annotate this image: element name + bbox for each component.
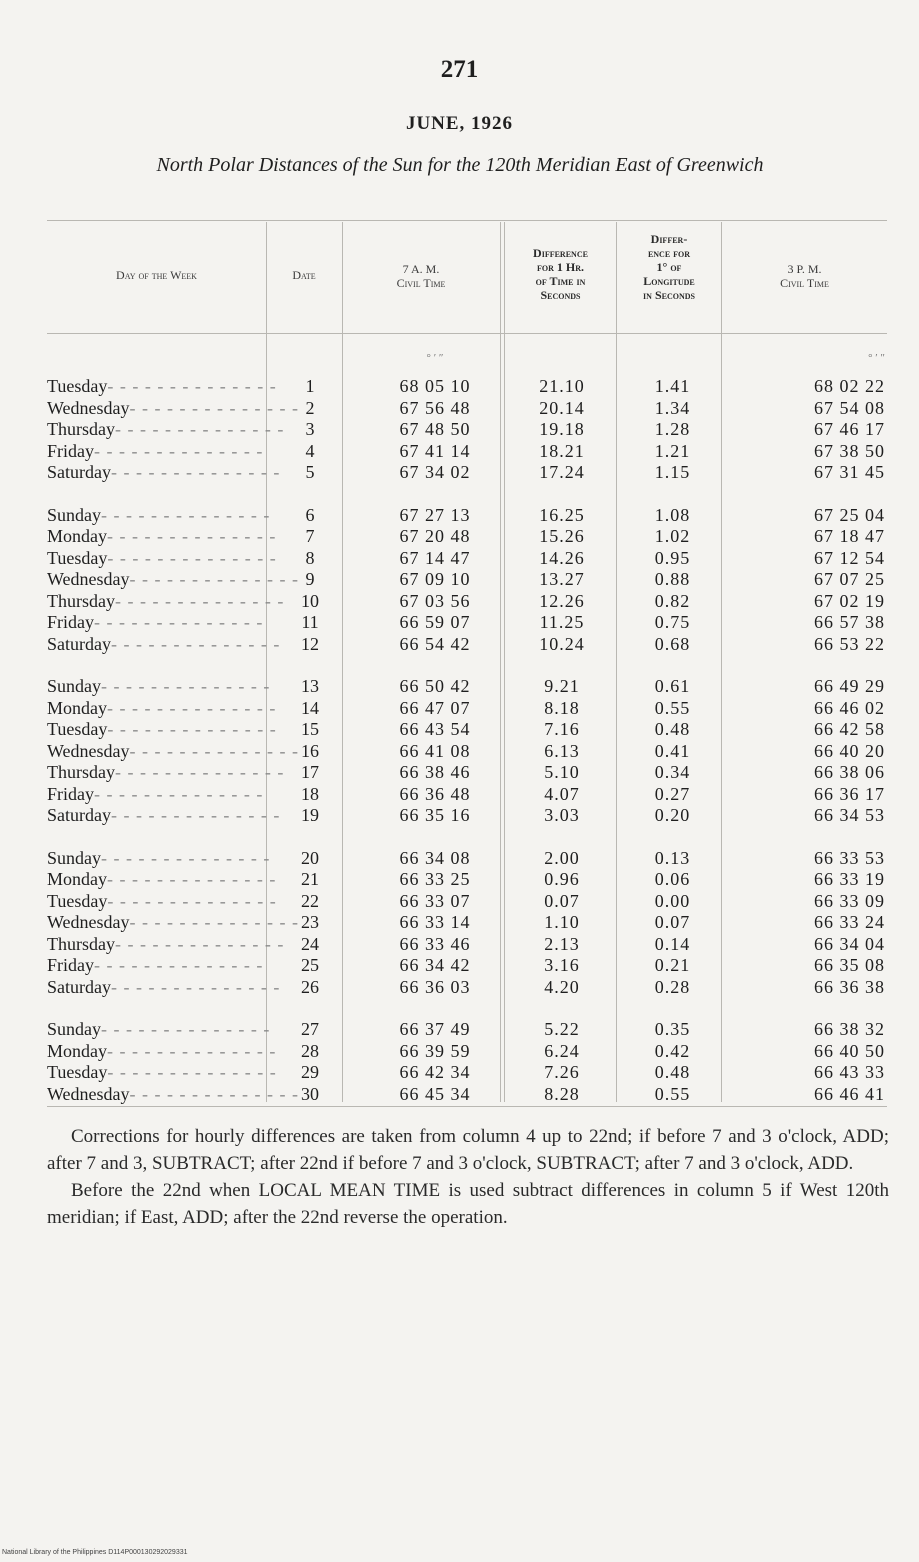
table-subtitle: North Polar Distances of the Sun for the 120th Meridian East of Greenwich bbox=[156, 154, 764, 176]
cell-day: Saturday- - - - - - - - - - - - - - bbox=[47, 805, 281, 825]
cell-diff-longitude: 0.82 bbox=[654, 590, 691, 611]
cell-3pm: 66 35 08 bbox=[814, 955, 885, 975]
cell-diff-hour: 1.10 bbox=[544, 912, 580, 932]
cell-7am: 66 54 42 bbox=[399, 633, 471, 654]
cell-date: 26 bbox=[301, 976, 319, 997]
header-date: Date bbox=[292, 268, 316, 282]
cell-diff-hour: 8.18 bbox=[544, 697, 580, 718]
cell-diff-longitude: 0.48 bbox=[654, 1062, 691, 1082]
cell-day: Sunday- - - - - - - - - - - - - - bbox=[47, 847, 271, 868]
cell-day: Wednesday- - - - - - - - - - - - - - bbox=[47, 1083, 299, 1104]
cell-3pm: 66 42 58 bbox=[814, 719, 885, 739]
cell-7am: 66 36 48 bbox=[399, 783, 471, 804]
table-row bbox=[0, 569, 919, 590]
cell-day: Tuesday- - - - - - - - - - - - - - bbox=[47, 547, 277, 568]
cell-7am: 66 33 46 bbox=[399, 933, 471, 954]
table-row bbox=[0, 1084, 919, 1105]
cell-3pm: 66 49 29 bbox=[814, 676, 885, 696]
cell-day: Sunday- - - - - - - - - - - - - - bbox=[47, 676, 271, 696]
cell-3pm: 67 07 25 bbox=[814, 569, 885, 589]
cell-3pm: 66 33 24 bbox=[814, 912, 885, 932]
cell-diff-longitude: 0.55 bbox=[654, 697, 691, 718]
header-diff-longitude: Differ- ence for 1° of Longitude in Seconds bbox=[643, 232, 695, 302]
cell-7am: 66 43 54 bbox=[399, 719, 471, 739]
table-row bbox=[0, 698, 919, 719]
cell-3pm: 66 40 20 bbox=[814, 740, 885, 761]
cell-diff-longitude: 0.61 bbox=[654, 676, 691, 696]
cell-diff-hour: 9.21 bbox=[544, 676, 580, 696]
cell-diff-hour: 17.24 bbox=[539, 462, 585, 482]
cell-3pm: 66 43 33 bbox=[814, 1062, 885, 1082]
cell-7am: 66 50 42 bbox=[399, 676, 471, 696]
cell-day: Monday- - - - - - - - - - - - - - bbox=[47, 526, 277, 546]
cell-diff-hour: 7.16 bbox=[544, 719, 580, 739]
cell-day: Wednesday- - - - - - - - - - - - - - bbox=[47, 569, 299, 589]
table-row bbox=[0, 934, 919, 955]
cell-3pm: 66 57 38 bbox=[814, 612, 885, 632]
cell-3pm: 67 25 04 bbox=[814, 504, 885, 525]
cell-diff-hour: 0.07 bbox=[544, 890, 580, 911]
month-title: JUNE, 1926 bbox=[405, 113, 514, 134]
cell-diff-longitude: 0.06 bbox=[654, 869, 691, 889]
cell-diff-longitude: 0.55 bbox=[654, 1083, 691, 1104]
table-top-rule bbox=[47, 220, 887, 221]
cell-diff-longitude: 0.00 bbox=[654, 890, 691, 911]
cell-3pm: 66 46 41 bbox=[814, 1083, 885, 1104]
cell-diff-hour: 5.10 bbox=[544, 762, 580, 782]
cell-date: 21 bbox=[301, 869, 319, 889]
cell-diff-hour: 2.00 bbox=[544, 847, 580, 868]
table-row bbox=[0, 741, 919, 762]
cell-date: 16 bbox=[301, 740, 319, 761]
cell-3pm: 66 33 19 bbox=[814, 869, 885, 889]
cell-7am: 66 42 34 bbox=[399, 1062, 471, 1082]
table-row bbox=[0, 719, 919, 740]
cell-diff-hour: 3.16 bbox=[544, 955, 580, 975]
cell-7am: 67 56 48 bbox=[399, 397, 471, 418]
table-row bbox=[0, 526, 919, 547]
units-pm: ° ′ ″ bbox=[868, 352, 885, 364]
table-row bbox=[0, 634, 919, 655]
cell-diff-longitude: 0.28 bbox=[654, 976, 691, 997]
cell-date: 23 bbox=[301, 912, 319, 932]
cell-7am: 67 14 47 bbox=[399, 547, 471, 568]
cell-7am: 66 33 25 bbox=[399, 869, 471, 889]
cell-3pm: 68 02 22 bbox=[814, 376, 885, 396]
cell-diff-longitude: 1.34 bbox=[654, 397, 691, 418]
cell-day: Saturday- - - - - - - - - - - - - - bbox=[47, 462, 281, 482]
footer-credit: National Library of the Philippines D114P000130292029331 bbox=[2, 1549, 188, 1556]
cell-diff-hour: 20.14 bbox=[539, 397, 585, 418]
cell-3pm: 67 54 08 bbox=[814, 397, 885, 418]
table-row bbox=[0, 441, 919, 462]
cell-day: Monday- - - - - - - - - - - - - - bbox=[47, 697, 277, 718]
cell-3pm: 67 02 19 bbox=[814, 590, 885, 611]
cell-diff-longitude: 0.48 bbox=[654, 719, 691, 739]
cell-date: 29 bbox=[301, 1062, 319, 1082]
table-row bbox=[0, 1019, 919, 1040]
cell-date: 24 bbox=[301, 933, 319, 954]
cell-diff-longitude: 0.21 bbox=[654, 955, 691, 975]
cell-diff-hour: 12.26 bbox=[539, 590, 585, 611]
header-diff-hour: Difference for 1 Hr. of Time in Seconds bbox=[533, 246, 588, 302]
cell-7am: 66 38 46 bbox=[399, 762, 471, 782]
cell-date: 28 bbox=[301, 1040, 319, 1061]
cell-date: 20 bbox=[301, 847, 319, 868]
note-paragraph-2: Before the 22nd when LOCAL MEAN TIME is used subtract differences in column 5 if West 120th meridian; if East, ADD; after the 22nd reverse the operation. bbox=[47, 1180, 889, 1228]
cell-date: 6 bbox=[305, 504, 315, 525]
cell-diff-longitude: 0.35 bbox=[654, 1019, 691, 1039]
cell-diff-longitude: 0.20 bbox=[654, 805, 691, 825]
cell-date: 7 bbox=[305, 526, 315, 546]
header-7am: 7 A. M. Civil Time bbox=[396, 262, 446, 290]
cell-diff-hour: 5.22 bbox=[544, 1019, 580, 1039]
cell-diff-hour: 16.25 bbox=[539, 504, 585, 525]
cell-diff-longitude: 0.95 bbox=[654, 547, 691, 568]
cell-7am: 68 05 10 bbox=[399, 376, 471, 396]
cell-3pm: 66 34 53 bbox=[814, 805, 885, 825]
table-bottom-rule bbox=[47, 1106, 887, 1107]
cell-diff-longitude: 0.27 bbox=[654, 783, 691, 804]
cell-diff-longitude: 1.21 bbox=[654, 440, 691, 461]
cell-7am: 66 33 14 bbox=[399, 912, 471, 932]
table-row bbox=[0, 548, 919, 569]
cell-day: Tuesday- - - - - - - - - - - - - - bbox=[47, 1062, 277, 1082]
cell-date: 25 bbox=[301, 955, 319, 975]
cell-diff-longitude: 1.08 bbox=[654, 504, 691, 525]
cell-diff-longitude: 1.28 bbox=[654, 419, 691, 439]
note-paragraph-1: Corrections for hourly differences are taken from column 4 up to 22nd; if before 7 and 3 o'clock, ADD; after 7 and 3, SUBTRACT; after 22nd if before 7 and 3 o'clock, SUBTRACT; after 7 and 3 o'clock, ADD. bbox=[47, 1126, 889, 1174]
cell-diff-hour: 2.13 bbox=[544, 933, 580, 954]
cell-3pm: 66 36 17 bbox=[814, 783, 885, 804]
cell-diff-hour: 0.96 bbox=[544, 869, 580, 889]
cell-diff-hour: 11.25 bbox=[539, 612, 585, 632]
cell-7am: 66 45 34 bbox=[399, 1083, 471, 1104]
cell-7am: 66 33 07 bbox=[399, 890, 471, 911]
cell-day: Thursday- - - - - - - - - - - - - - bbox=[47, 762, 285, 782]
cell-diff-longitude: 0.75 bbox=[654, 612, 691, 632]
cell-3pm: 66 34 04 bbox=[814, 933, 885, 954]
cell-diff-longitude: 1.15 bbox=[654, 462, 691, 482]
cell-day: Thursday- - - - - - - - - - - - - - bbox=[47, 590, 285, 611]
table-row bbox=[0, 591, 919, 612]
cell-3pm: 66 40 50 bbox=[814, 1040, 885, 1061]
cell-7am: 66 34 08 bbox=[399, 847, 471, 868]
cell-7am: 66 37 49 bbox=[399, 1019, 471, 1039]
cell-date: 8 bbox=[305, 547, 315, 568]
cell-day: Thursday- - - - - - - - - - - - - - bbox=[47, 419, 285, 439]
cell-date: 14 bbox=[301, 697, 319, 718]
cell-diff-longitude: 0.68 bbox=[654, 633, 691, 654]
cell-day: Tuesday- - - - - - - - - - - - - - bbox=[47, 376, 277, 396]
cell-7am: 67 03 56 bbox=[399, 590, 471, 611]
table-row bbox=[0, 376, 919, 397]
table-row bbox=[0, 1041, 919, 1062]
cell-7am: 67 09 10 bbox=[399, 569, 471, 589]
cell-diff-hour: 13.27 bbox=[539, 569, 585, 589]
cell-day: Saturday- - - - - - - - - - - - - - bbox=[47, 633, 281, 654]
cell-date: 15 bbox=[301, 719, 319, 739]
cell-7am: 67 41 14 bbox=[399, 440, 471, 461]
cell-date: 3 bbox=[305, 419, 315, 439]
cell-diff-hour: 6.24 bbox=[544, 1040, 580, 1061]
cell-3pm: 67 38 50 bbox=[814, 440, 885, 461]
cell-date: 1 bbox=[305, 376, 315, 396]
cell-diff-hour: 3.03 bbox=[544, 805, 580, 825]
header-day: Day of the Week bbox=[116, 268, 197, 282]
cell-day: Tuesday- - - - - - - - - - - - - - bbox=[47, 719, 277, 739]
table-row bbox=[0, 977, 919, 998]
cell-day: Monday- - - - - - - - - - - - - - bbox=[47, 1040, 277, 1061]
cell-3pm: 66 33 53 bbox=[814, 847, 885, 868]
cell-date: 17 bbox=[301, 762, 319, 782]
cell-diff-hour: 14.26 bbox=[539, 547, 585, 568]
cell-date: 11 bbox=[301, 612, 319, 632]
cell-3pm: 66 36 38 bbox=[814, 976, 885, 997]
cell-7am: 67 48 50 bbox=[399, 419, 471, 439]
cell-3pm: 67 18 47 bbox=[814, 526, 885, 546]
cell-7am: 67 27 13 bbox=[399, 504, 471, 525]
cell-7am: 67 20 48 bbox=[399, 526, 471, 546]
cell-diff-hour: 4.07 bbox=[544, 783, 580, 804]
cell-diff-longitude: 0.14 bbox=[654, 933, 691, 954]
cell-day: Tuesday- - - - - - - - - - - - - - bbox=[47, 890, 277, 911]
cell-date: 30 bbox=[301, 1083, 319, 1104]
cell-date: 13 bbox=[301, 676, 319, 696]
table-row bbox=[0, 1062, 919, 1083]
table-row bbox=[0, 848, 919, 869]
cell-day: Sunday- - - - - - - - - - - - - - bbox=[47, 1019, 271, 1039]
cell-day: Saturday- - - - - - - - - - - - - - bbox=[47, 976, 281, 997]
units-am: ° ′ ″ bbox=[426, 352, 444, 364]
cell-day: Thursday- - - - - - - - - - - - - - bbox=[47, 933, 285, 954]
cell-day: Friday- - - - - - - - - - - - - - bbox=[47, 955, 264, 975]
cell-diff-longitude: 0.13 bbox=[654, 847, 691, 868]
table-row bbox=[0, 462, 919, 483]
table-row bbox=[0, 505, 919, 526]
cell-date: 22 bbox=[301, 890, 319, 911]
cell-date: 9 bbox=[305, 569, 315, 589]
cell-7am: 67 34 02 bbox=[399, 462, 471, 482]
table-row bbox=[0, 891, 919, 912]
table-row bbox=[0, 912, 919, 933]
cell-day: Friday- - - - - - - - - - - - - - bbox=[47, 612, 264, 632]
cell-date: 19 bbox=[301, 805, 319, 825]
cell-3pm: 67 12 54 bbox=[814, 547, 885, 568]
cell-day: Friday- - - - - - - - - - - - - - bbox=[47, 440, 264, 461]
cell-day: Sunday- - - - - - - - - - - - - - bbox=[47, 504, 271, 525]
cell-3pm: 67 46 17 bbox=[814, 419, 885, 439]
table-row bbox=[0, 805, 919, 826]
page-number: 271 bbox=[440, 56, 479, 83]
table-row bbox=[0, 762, 919, 783]
table-row bbox=[0, 398, 919, 419]
cell-date: 18 bbox=[301, 783, 319, 804]
cell-diff-hour: 15.26 bbox=[539, 526, 585, 546]
cell-3pm: 66 38 32 bbox=[814, 1019, 885, 1039]
cell-diff-longitude: 0.41 bbox=[654, 740, 691, 761]
cell-diff-hour: 19.18 bbox=[539, 419, 585, 439]
cell-3pm: 66 53 22 bbox=[814, 633, 885, 654]
cell-diff-longitude: 0.42 bbox=[654, 1040, 691, 1061]
notes bbox=[47, 1123, 889, 1231]
cell-day: Friday- - - - - - - - - - - - - - bbox=[47, 783, 264, 804]
cell-date: 12 bbox=[301, 633, 319, 654]
cell-7am: 66 39 59 bbox=[399, 1040, 471, 1061]
cell-7am: 66 36 03 bbox=[399, 976, 471, 997]
table-row bbox=[0, 612, 919, 633]
cell-date: 10 bbox=[301, 590, 319, 611]
cell-day: Wednesday- - - - - - - - - - - - - - bbox=[47, 397, 299, 418]
cell-7am: 66 59 07 bbox=[399, 612, 471, 632]
cell-diff-longitude: 1.41 bbox=[654, 376, 691, 396]
table-row bbox=[0, 676, 919, 697]
cell-diff-hour: 8.28 bbox=[544, 1083, 580, 1104]
cell-7am: 66 47 07 bbox=[399, 697, 471, 718]
cell-day: Monday- - - - - - - - - - - - - - bbox=[47, 869, 277, 889]
cell-date: 5 bbox=[305, 462, 315, 482]
cell-day: Wednesday- - - - - - - - - - - - - - bbox=[47, 912, 299, 932]
cell-diff-hour: 6.13 bbox=[544, 740, 580, 761]
cell-3pm: 66 46 02 bbox=[814, 697, 885, 718]
header-bottom-rule bbox=[47, 333, 887, 334]
cell-3pm: 67 31 45 bbox=[814, 462, 885, 482]
cell-3pm: 66 38 06 bbox=[814, 762, 885, 782]
cell-diff-longitude: 0.07 bbox=[654, 912, 691, 932]
header-3pm: 3 P. M. Civil Time bbox=[780, 262, 829, 290]
cell-diff-longitude: 0.88 bbox=[654, 569, 691, 589]
cell-7am: 66 41 08 bbox=[399, 740, 471, 761]
table-row bbox=[0, 869, 919, 890]
cell-diff-hour: 10.24 bbox=[539, 633, 585, 654]
cell-7am: 66 35 16 bbox=[399, 805, 471, 825]
table-row bbox=[0, 955, 919, 976]
cell-date: 2 bbox=[305, 397, 315, 418]
cell-diff-hour: 18.21 bbox=[539, 440, 585, 461]
cell-3pm: 66 33 09 bbox=[814, 890, 885, 911]
cell-7am: 66 34 42 bbox=[399, 955, 471, 975]
cell-diff-hour: 4.20 bbox=[544, 976, 580, 997]
cell-diff-hour: 7.26 bbox=[544, 1062, 580, 1082]
cell-diff-hour: 21.10 bbox=[539, 376, 585, 396]
cell-diff-longitude: 0.34 bbox=[654, 762, 691, 782]
cell-day: Wednesday- - - - - - - - - - - - - - bbox=[47, 740, 299, 761]
table-row bbox=[0, 419, 919, 440]
table-row bbox=[0, 784, 919, 805]
cell-date: 27 bbox=[301, 1019, 319, 1039]
cell-date: 4 bbox=[305, 440, 315, 461]
cell-diff-longitude: 1.02 bbox=[654, 526, 691, 546]
